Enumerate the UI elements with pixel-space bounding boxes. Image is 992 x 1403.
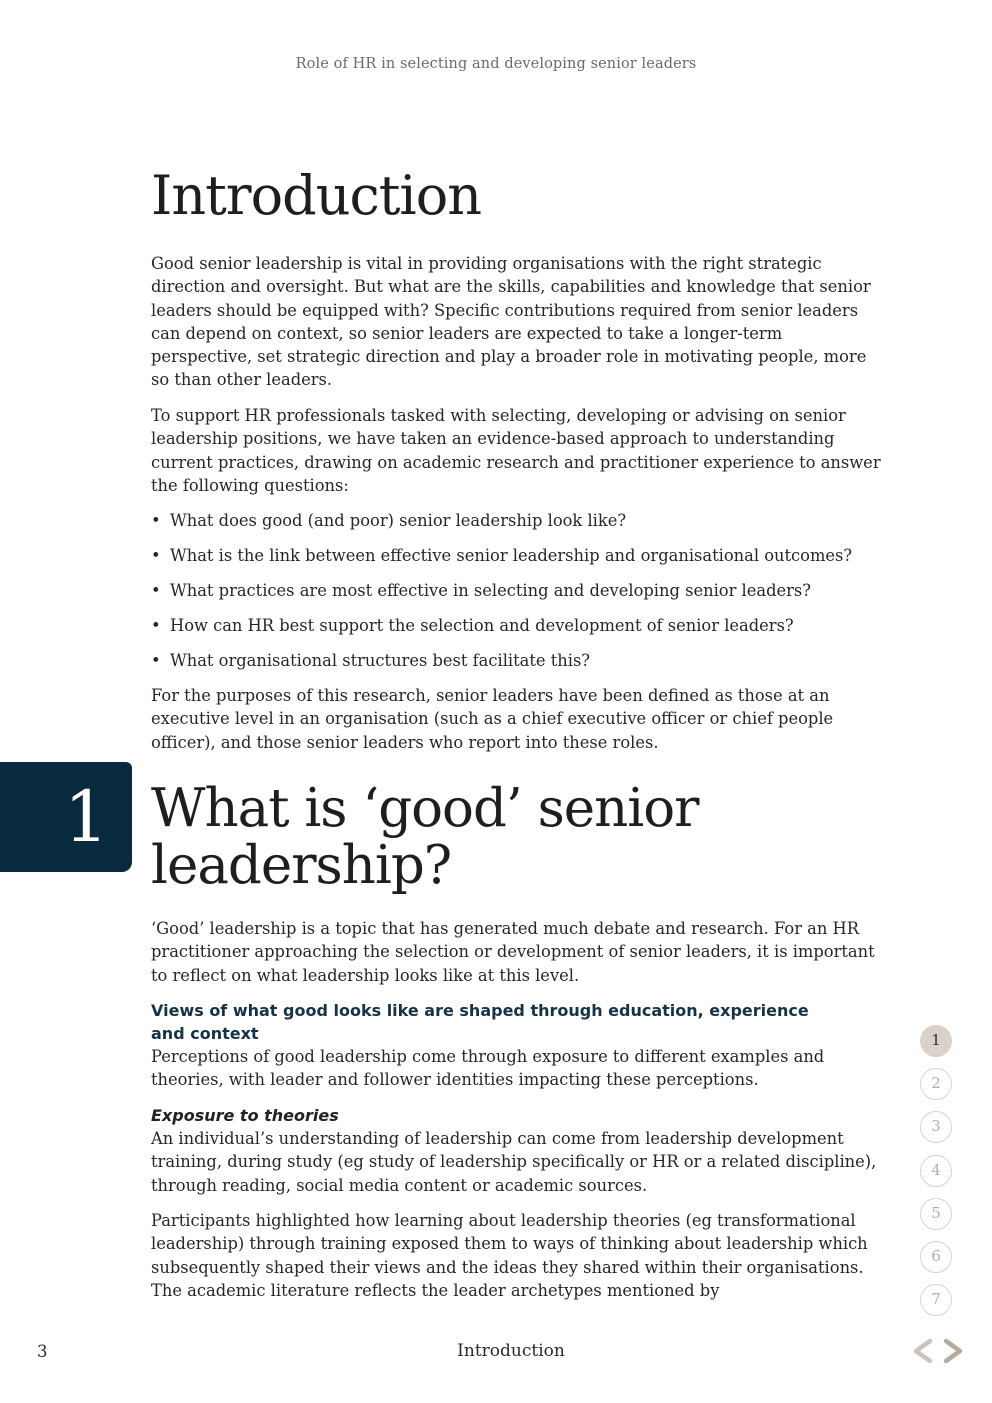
section-paragraph-1: ‘Good’ leadership is a topic that has generated much debate and research. For an HR practitioner approaching the selection or development of senior leaders, it is important to reflect on what leadership looks like at this level. bbox=[151, 919, 875, 985]
section-paragraph-2: Perceptions of good leadership come through exposure to different examples and theories, with leader and follower identities impacting these perceptions. bbox=[151, 1047, 825, 1090]
subheading-exposure: Exposure to theories bbox=[151, 1106, 339, 1125]
list-item: • What does good (and poor) senior leadership look like? bbox=[151, 509, 900, 532]
page-number: 3 bbox=[37, 1342, 48, 1361]
previous-page-button[interactable] bbox=[910, 1337, 934, 1365]
section-nav-item-3[interactable]: 3 bbox=[920, 1111, 952, 1143]
chevron-left-icon bbox=[910, 1337, 934, 1365]
section-nav-item-1[interactable]: 1 bbox=[920, 1025, 952, 1057]
chevron-right-icon bbox=[942, 1337, 966, 1365]
section-nav-item-4[interactable]: 4 bbox=[920, 1155, 952, 1187]
section-nav-item-7[interactable]: 7 bbox=[920, 1284, 952, 1316]
subheading-views: Views of what good looks like are shaped through education, experience and context bbox=[151, 1001, 809, 1044]
section-heading: What is ‘good’ senior leadership? bbox=[151, 778, 699, 896]
section-nav-item-5[interactable]: 5 bbox=[920, 1198, 952, 1230]
section-paragraph-3: An individual’s understanding of leadership can come from leadership development training, during study (eg study of leadership specifically or HR or a related discipline), through reading, social media content or academic sources. bbox=[151, 1129, 877, 1195]
list-item: • What organisational structures best facilitate this? bbox=[151, 649, 900, 672]
list-item: • How can HR best support the selection and development of senior leaders? bbox=[151, 614, 900, 637]
section-nav-item-2[interactable]: 2 bbox=[920, 1068, 952, 1100]
section-number-badge bbox=[0, 762, 132, 872]
footer-section-title: Introduction bbox=[457, 1341, 565, 1361]
intro-paragraph-3: For the purposes of this research, senior leaders have been defined as those at an executive level in an organisation (such as a chief executive officer or chief people officer), and those senior leaders who report into these roles. bbox=[151, 686, 834, 752]
list-item: • What practices are most effective in selecting and developing senior leaders? bbox=[151, 579, 900, 602]
intro-paragraph-2: To support HR professionals tasked with selecting, developing or advising on senior leadership positions, we have taken an evidence-based approach to understanding current practices, drawing on academic research and practitioner experience to answer the following questions: bbox=[151, 406, 881, 495]
section-number: 1 bbox=[64, 776, 109, 858]
intro-paragraph-1: Good senior leadership is vital in providing organisations with the right strategic direction and oversight. But what are the skills, capabilities and knowledge that senior leaders should be equipped with? Specific contributions required from senior leaders can depend on context, so senior leaders are expected to take a longer-term perspective, set strategic direction and play a broader role in motivating people, more so than other leaders. bbox=[151, 254, 871, 390]
section-nav-item-6[interactable]: 6 bbox=[920, 1241, 952, 1273]
next-page-button[interactable] bbox=[942, 1337, 966, 1365]
list-item: • What is the link between effective senior leadership and organisational outcomes? bbox=[151, 544, 900, 567]
section-paragraph-4: Participants highlighted how learning about leadership theories (eg transformational leadership) through training exposed them to ways of thinking about leadership which subsequently shaped their views and the ideas they shared within their organisations. The academic literature reflects the leader archetypes mentioned by bbox=[151, 1211, 868, 1300]
intro-heading: Introduction bbox=[151, 164, 481, 227]
running-header: Role of HR in selecting and developing senior leaders bbox=[295, 56, 697, 72]
